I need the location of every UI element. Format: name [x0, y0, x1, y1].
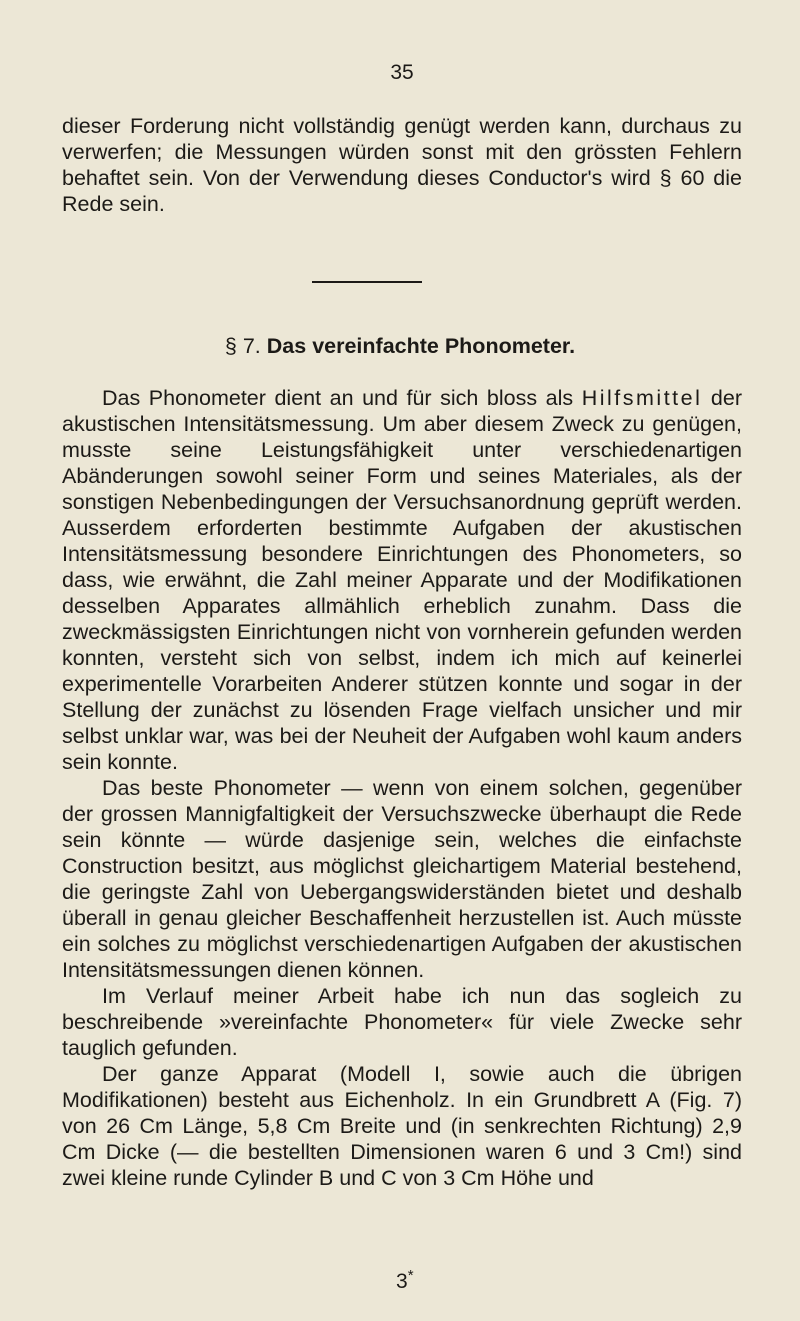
signature-number: 3	[396, 1270, 408, 1293]
section-title: Das vereinfachte Phonometer.	[266, 334, 576, 358]
p1-rest: der akustischen Intensitätsmessung. Um aber diesem Zweck zu genügen, musste seine Leistungsfähigkeit unter verschiedenartigen Abänderungen sowohl seiner Form und seines Materiales, als der sonstigen Nebenbedingungen der Versuchsanordnung geprüft werden. Ausserdem erforderten bestimmte Aufgaben der akustischen Intensitätsmessung besondere Einrichtungen des Phonometers, so dass, wie erwähnt, die Zahl meiner Apparate und der Modifikationen desselben Apparates allmählich erheblich zunahm. Dass die zweckmässigsten Einrichtungen nicht von vornherein gefunden werden konnten, versteht sich von selbst, indem ich mich auf keinerlei experimentelle Vorarbeiten Anderer stützen konnte und sogar in der Stellung der zunächst zu lösenden Frage vielfach unsicher und mir selbst unklar war, was bei der Neuheit der Aufgaben wohl kaum anders sein konnte.	[62, 386, 742, 774]
section-body	[62, 385, 742, 1191]
intro-text	[62, 113, 742, 217]
printer-signature	[396, 1263, 414, 1295]
intro-paragraph: dieser Forderung nicht vollständig genügt werden kann, durchaus zu verwerfen; die Messungen würden sonst mit den grössten Fehlern behaftet sein. Von der Verwendung dieses Conductor's wird § 60 die Rede sein.	[62, 114, 742, 216]
body-paragraph-4: Der ganze Apparat (Modell I, sowie auch die übrigen Modifikationen) besteht aus Eichenholz. In ein Grundbrett A (Fig. 7) von 26 Cm Länge, 5,8 Cm Breite und (in senkrechten Richtung) 2,9 Cm Dicke (— die bestellten Dimensionen waren 6 und 3 Cm!) sind zwei kleine runde Cylinder B und C von 3 Cm Höhe und	[62, 1062, 742, 1190]
section-heading	[0, 333, 800, 359]
section-divider	[312, 281, 422, 283]
body-paragraph-1	[62, 385, 742, 775]
body-paragraph-3: Im Verlauf meiner Arbeit habe ich nun das sogleich zu beschreibende »vereinfachte Phonometer« für viele Zwecke sehr tauglich gefunden.	[62, 984, 742, 1060]
signature-mark: *	[407, 1267, 414, 1284]
p1-start: Das Phonometer dient an und für sich bloss als	[102, 386, 582, 410]
body-paragraph-2: Das beste Phonometer — wenn von einem solchen, gegenüber der grossen Mannigfaltigkeit der Versuchszwecke überhaupt die Rede sein könnte — würde dasjenige sein, welches die einfachste Construction besitzt, aus möglichst gleichartigem Material bestehend, die geringste Zahl von Uebergangswiderständen bietet und deshalb überall in genau gleicher Beschaffenheit herzustellen ist. Auch müsste ein solches zu möglichst verschiedenartigen Aufgaben der akustischen Intensitätsmessungen dienen können.	[62, 776, 742, 982]
section-number: § 7.	[224, 334, 261, 358]
p1-emphasis: Hilfsmittel	[581, 386, 703, 410]
page-number: 35	[390, 61, 414, 84]
